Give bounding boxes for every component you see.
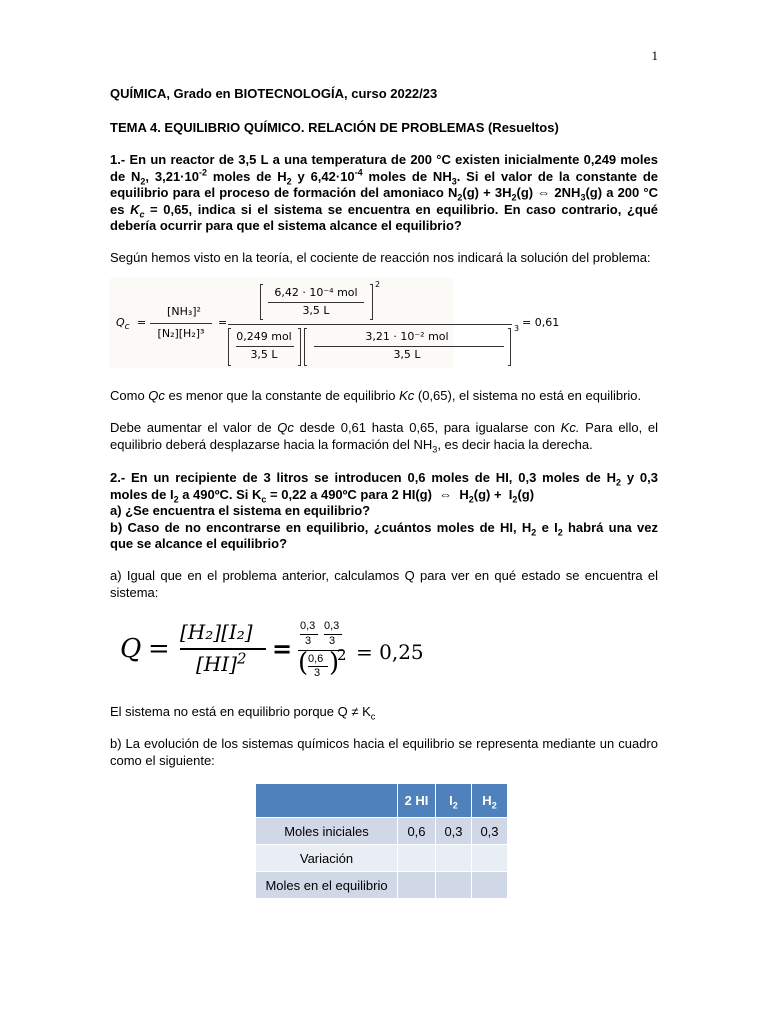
table-row bbox=[256, 845, 508, 872]
equals-sign: = bbox=[137, 316, 147, 329]
left-paren: ( bbox=[298, 648, 309, 678]
nh3-volume: 3,5 L bbox=[302, 304, 330, 317]
table-cell: 0,3 bbox=[436, 818, 472, 845]
n2-volume: 3,5 L bbox=[250, 348, 278, 361]
h2-volume: 3,5 L bbox=[393, 348, 421, 361]
exp-2: 2 bbox=[375, 280, 381, 289]
equals-sign-2: = bbox=[218, 316, 228, 329]
q-formula bbox=[118, 614, 428, 688]
qc-symbol: $Q_c$ bbox=[116, 316, 130, 333]
table-cell bbox=[472, 872, 508, 899]
equilibrium-table bbox=[255, 783, 508, 899]
table-cell bbox=[472, 845, 508, 872]
table-header-cell: 2 HI bbox=[398, 784, 436, 818]
problem1-explanation: Debe aumentar el valor de Qc desde 0,61 hasta 0,65, para igualarse con Kc. Para ello, el equilibrio deberá desplazarse hacia la formación del $NH_3$, es decir hacia la derecha. bbox=[110, 420, 658, 455]
paren-num: 0,6 bbox=[308, 653, 324, 665]
qc-result: = 0,61 bbox=[522, 316, 560, 329]
table-header-cell: $I_2$ bbox=[436, 784, 472, 818]
table-row bbox=[256, 872, 508, 899]
row-label: Moles iniciales bbox=[256, 818, 398, 845]
problem1-statement: 1.- En un reactor de 3,5 L a una temperatura de 200 °C existen inicialmente 0,249 moles de $N_2$, $3,21\cdot 10^{-2}$ moles de $H_2$ y $6,42\cdot 10^{-4}$ moles de $NH_3$. Si el valor de la constante de equilibrio para el proceso de formación del amoniaco $N_2(g) + 3H_2(g)$ ⇔ $2NH_3(g)$ a 200 °C es $K_c = 0,65$, indica si el sistema se encuentra en equilibrio. En caso contrario, ¿qué debería ocurrir para que el sistema alcance el equilibrio? bbox=[110, 152, 658, 233]
problem1-conclusion: Como Qc es menor que la constante de equilibrio Kc (0,65), el sistema no está en equilibrio. bbox=[110, 388, 642, 403]
problem2-a-intro: a) Igual que en el problema anterior, calculamos Q para ver en qué estado se encuentra el sistema: bbox=[110, 568, 658, 600]
table-cell: 0,3 bbox=[472, 818, 508, 845]
qc-formula-image bbox=[110, 278, 560, 368]
lhs-numerator: [NH₃]² bbox=[167, 305, 201, 318]
table-row bbox=[256, 818, 508, 845]
table-cell: 0,6 bbox=[398, 818, 436, 845]
not-equilibrium-text: El sistema no está en equilibrio porque $Q \ne K_c$ bbox=[110, 704, 376, 722]
equals-sign-3: = bbox=[148, 634, 170, 664]
q-symbol: Q bbox=[120, 634, 142, 664]
table-cell bbox=[398, 845, 436, 872]
q-denominator: [HI]$^2$ bbox=[196, 649, 247, 676]
problem1-intro: Según hemos visto en la teoría, el cociente de reacción nos indicará la solución del problema: bbox=[110, 250, 651, 265]
table-cell bbox=[436, 872, 472, 899]
page-number: 1 bbox=[651, 48, 658, 63]
document-header: QUÍMICA, Grado en BIOTECNOLOGÍA, curso 2022/23 bbox=[110, 86, 438, 101]
row-label: Variación bbox=[256, 845, 398, 872]
q-numerator: [H₂][I₂] bbox=[180, 620, 253, 644]
n2-value: 0,249 mol bbox=[236, 330, 292, 343]
lhs-denominator: [N₂][H₂]³ bbox=[157, 327, 205, 340]
table-header-cell bbox=[256, 784, 398, 818]
frac-den-a: 3 bbox=[305, 635, 312, 647]
right-paren: ) bbox=[329, 648, 340, 678]
nh3-value: 6,42 · 10⁻⁴ mol bbox=[274, 286, 358, 299]
frac-den-b: 3 bbox=[329, 635, 336, 647]
problem2-statement: 2.- En un recipiente de 3 litros se introducen 0,6 moles de HI, 0,3 moles de $H_2$ y 0,3 moles de $I_2$ a 490ºC. Si $K_c = 0,22$ a 490ºC para 2 HI(g) ⇔ $H_2(g) + I_2(g)$ a) ¿Se encuentra el sistema en equilibrio? b) Caso de no encontrarse en equilibrio, ¿cuántos moles de HI, $H_2$ e $I_2$ habrá una vez que se alcance el equilibrio? bbox=[110, 470, 659, 551]
equals-sign-4: = bbox=[272, 634, 293, 663]
row-label: Moles en el equilibrio bbox=[256, 872, 398, 899]
problem2-b-intro: b) La evolución de los sistemas químicos hacia el equilibrio se representa mediante un cuadro como el siguiente: bbox=[110, 736, 658, 768]
h2-value: 3,21 · 10⁻² mol bbox=[365, 330, 449, 343]
table-cell bbox=[398, 872, 436, 899]
frac-num-a: 0,3 bbox=[300, 620, 316, 632]
table-header-row bbox=[256, 784, 508, 818]
paren-den: 3 bbox=[314, 667, 321, 679]
frac-num-b: 0,3 bbox=[324, 620, 340, 632]
exp-3: 3 bbox=[514, 324, 520, 333]
table-header-cell: $H_2$ bbox=[472, 784, 508, 818]
paren-exp: 2 bbox=[337, 646, 347, 664]
topic-title: TEMA 4. EQUILIBRIO QUÍMICO. RELACIÓN DE PROBLEMAS (Resueltos) bbox=[110, 120, 559, 135]
q-result: = 0,25 bbox=[356, 640, 424, 664]
table-cell bbox=[436, 845, 472, 872]
